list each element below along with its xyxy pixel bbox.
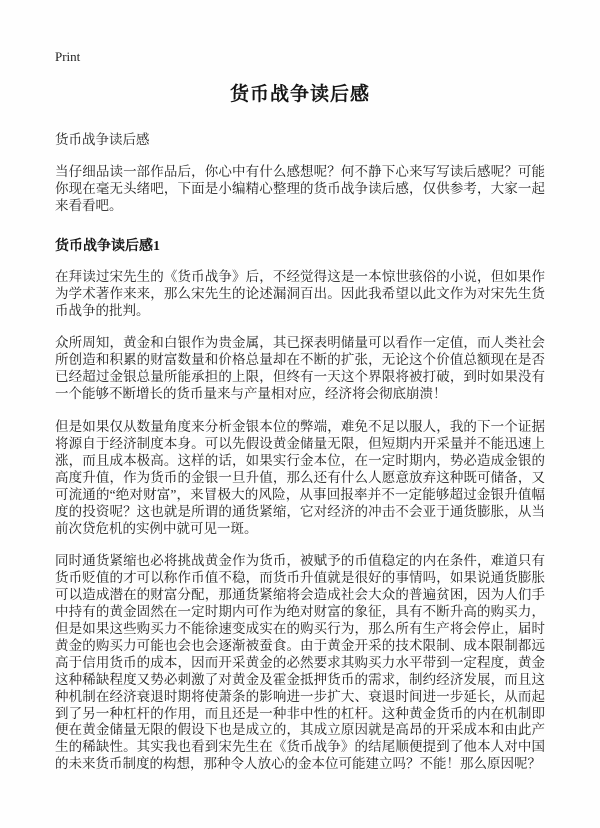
print-button[interactable]: Print	[55, 49, 81, 64]
body-paragraph: 但是如果仅从数量角度来分析金银本位的弊端，难免不足以服人，我的下一个证据将源自于经济制度本身。可以先假设黄金储量无限，但短期内开采量并不能迅速上涨，而且成本极高。这样的话，如果实行金本位，在一定时期内，势必造成金银的高度升值，作为货币的金银一旦升值，那么还有什么人愿意放弃这种既可储备，又可流通的“绝对财富”，来冒极大的风险，从事回报率并不一定能够超过金银升值幅度的投资呢？这也就是所谓的通货紧缩，它对经济的冲击不会亚于通货膨胀，从当前次贷危机的实例中就可见一斑。	[55, 419, 545, 536]
body-paragraph: 众所周知，黄金和白银作为贵金属，其已探表明储量可以看作一定值，而人类社会所创造和积累的财富数量和价格总量却在不断的扩张，无论这个价值总额现在是否已经超过金银总量所能承担的上限，但终有一天这个界限将被打破，到时如果没有一个能够不断增长的货币量来与产量相对应，经济将会彻底崩溃！	[55, 335, 545, 402]
body-paragraph: 在拜读过宋先生的《货币战争》后，不经觉得这是一本惊世骇俗的小说，但如果作为学术著作来来，那么宋先生的论述漏洞百出。因此我希望以此文作为对宋先生货币战争的批判。	[55, 268, 545, 318]
section-heading: 货币战争读后感1	[55, 238, 160, 254]
intro-paragraph: 当仔细品读一部作品后，你心中有什么感想呢？何不静下心来写写读后感呢？可能你现在毫无头绪吧，下面是小编精心整理的货币战争读后感，仅供参考，大家一起来看看吧。	[55, 164, 545, 213]
article-subtitle: 货币战争读后感	[55, 132, 150, 147]
page-title: 货币战争读后感	[229, 84, 370, 105]
body-paragraph: 同时通货紧缩也必将挑战黄金作为货币，被赋予的币值稳定的内在条件，难道只有货币贬值的才可以称作币值不稳，而货币升值就是很好的事情吗，如果说通货膨胀可以造成潜在的财富分配，那通货紧缩将会造成社会大众的普遍贫困，因为人们手中持有的黄金固然在一定时期内可作为绝对财富的象征，具有不断升高的购买力，但是如果这些购买力不能徐速变成实在的购买行为，那么所有生产将会停止，届时黄金的购买力可能也会也会逐渐被蚕食。由于黄金开采的技术限制、成本限制都远高于信用货币的成本，因而开采黄金的必然要求其购买力水平带到一定程度，黄金这种稀缺程度又势必刺激了对黄金及霍金抵押货币的需求，制约经济发展，而且这种机制在经济衰退时期将使萧条的影响进一步扩大、衰退时间进一步延长，从而起到了另一种杠杆的作用，而且还是一种非中性的杠杆。这种黄金货币的内在机制即便在黄金储量无限的假设下也是成立的，其成立原因就是高昂的开采成本和由此产生的稀缺性。其实我也看到宋先生在《货币战争》的结尾顺便提到了他本人对中国的未来货币制度的构想，那种令人放心的金本位可能建立吗？不能！那么原因呢？	[55, 553, 545, 772]
